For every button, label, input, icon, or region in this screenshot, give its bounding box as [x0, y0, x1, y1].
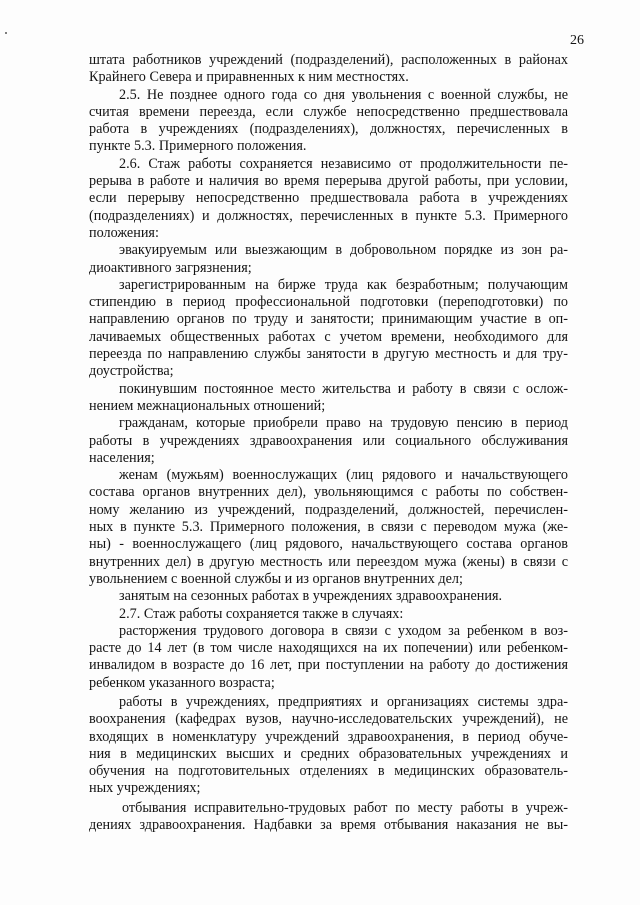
text-line: стипендию в период профессиональной подготовки (переподготовки) по: [89, 294, 568, 311]
text-line: направлению органов по труду и занятости; принимающим участие в оп-: [89, 311, 568, 328]
text-line: работы в учреждениях, предприятиях и организациях системы здра-: [119, 693, 568, 710]
text-line: увольнением с военной службы и из органов внутренних дел;: [89, 570, 463, 587]
text-line: положения:: [89, 224, 159, 241]
text-line: покинувшим постоянное место жительства и работу в связи с ослож-: [119, 380, 568, 397]
text-line: работы в учреждениях здравоохранения или социального обслуживания: [89, 432, 568, 449]
text-line: штата работников учреждений (подразделений), расположенных в районах: [89, 52, 568, 68]
text-line: рерыва в работе и наличия во время перерыва другой работы, при условии,: [89, 173, 568, 190]
page-number: 26: [570, 33, 584, 48]
text-line: дениях здравоохранения. Надбавки за время отбывания наказания не вы-: [89, 817, 568, 834]
text-line: состава органов внутренних дел), увольняющимся с работы по собствен-: [89, 484, 568, 501]
document-body: [89, 52, 568, 834]
text-line: отбывания исправительно-трудовых работ по месту работы в учреж-: [122, 799, 568, 816]
text-line: нением межнациональных отношений;: [89, 397, 326, 414]
text-line: пункте 5.3. Примерного положения.: [89, 138, 307, 155]
text-line: если перерыву непосредственно предшествовала работа в учреждениях: [89, 190, 568, 207]
text-line: гражданам, которые приобрели право на трудовую пенсию в период: [119, 415, 568, 432]
text-line: ны) - военнослужащего (лиц рядового, начальствующего состава органов: [89, 536, 568, 553]
text-line: занятым на сезонных работах в учреждениях здравоохранения.: [119, 588, 503, 605]
text-line: 2.5. Не позднее одного года со дня увольнения с военной службы, не: [119, 86, 568, 103]
text-line: ных учреждениях;: [89, 780, 201, 797]
scan-speck: [5, 32, 7, 34]
text-line: ния в медицинских высших и средних образовательных учреждениях и: [89, 745, 568, 762]
text-line: обучения на подготовительных отделениях в медицинских образователь-: [89, 763, 568, 780]
text-line: зарегистрированным на бирже труда как безработным; получающим: [119, 276, 568, 293]
text-line: воохранения (кафедрах вузов, научно-исследовательских учреждений), не: [89, 711, 568, 728]
text-line: (подразделениях) и должностях, перечисленных в пункте 5.3. Примерного: [89, 207, 568, 224]
text-line: женам (мужьям) военнослужащих (лиц рядового и начальствующего: [119, 467, 568, 484]
text-line: ных в пункте 5.3. Примерного положения, в связи с переводом мужа (же-: [89, 519, 568, 536]
text-line: 2.6. Стаж работы сохраняется независимо от продолжительности пе-: [119, 155, 568, 172]
text-line: населения;: [89, 449, 155, 466]
text-line: эвакуируемым или выезжающим в добровольном порядке из зон ра-: [119, 242, 568, 259]
text-line: работа в учреждениях (подразделениях), должностях, перечисленных в: [89, 121, 568, 138]
text-line: входящих в номенклатуру учреждений здравоохранения, в период обуче-: [89, 728, 568, 745]
text-line: внутренних дел) в другую местность или переездом мужа (жены) в связи с: [89, 553, 568, 570]
text-line: переезда по направлению службы занятости в другую местность и для тру-: [89, 346, 568, 363]
text-line: доустройства;: [89, 363, 174, 380]
text-line: расте до 14 лет (в том числе находящихся на их попечении) или ребенком-: [89, 640, 568, 657]
text-line: диоактивного загрязнения;: [89, 259, 252, 276]
text-line: 2.7. Стаж работы сохраняется также в случаях:: [119, 605, 404, 622]
text-line: ному желанию из учреждений, подразделений, должностей, перечислен-: [89, 501, 568, 518]
text-line: считая времени переезда, если службе непосредственно предшествовала: [89, 103, 568, 120]
text-line: расторжения трудового договора в связи с уходом за ребенком в воз-: [119, 622, 568, 639]
text-line: инвалидом в возрасте до 16 лет, при поступлении на работу до достижения: [89, 657, 568, 674]
text-line: лачиваемых общественных работах с учетом времени, необходимого для: [89, 328, 568, 345]
text-line: ребенком указанного возраста;: [89, 674, 275, 691]
text-line: Крайнего Севера и приравненных к ним местностях.: [89, 69, 409, 86]
